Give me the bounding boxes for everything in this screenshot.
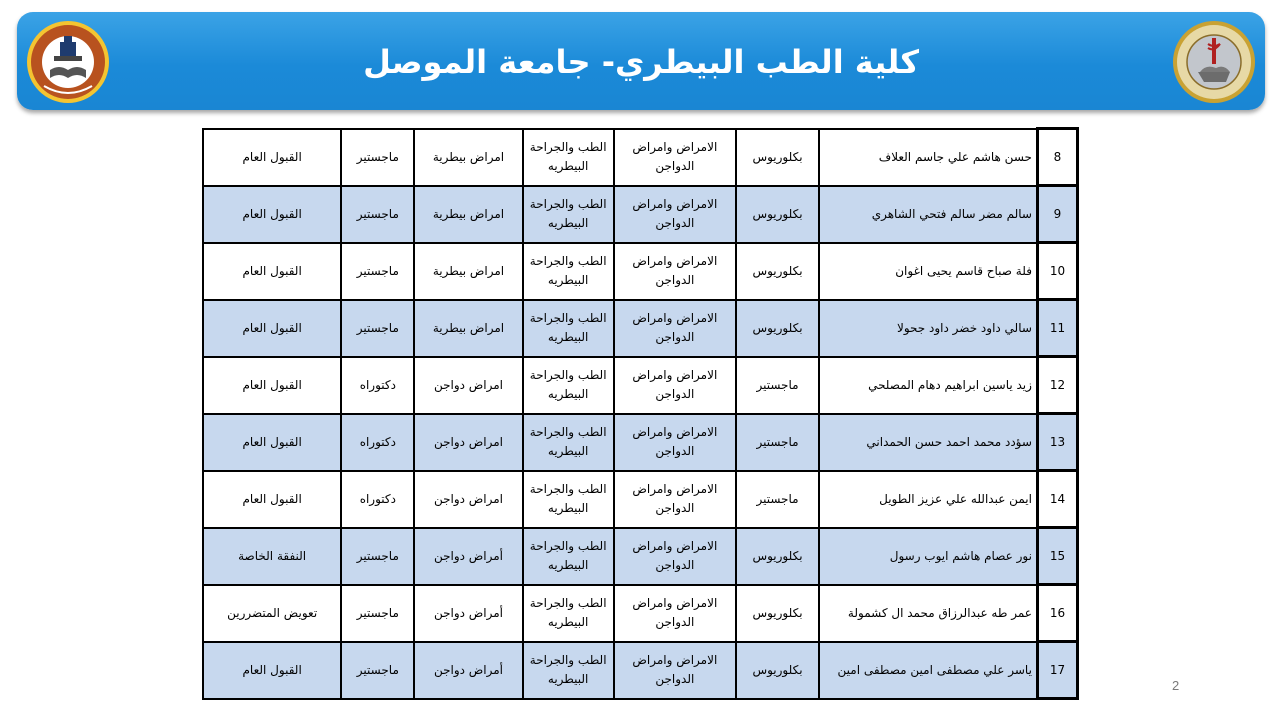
student-name: نور عصام هاشم ايوب رسول (819, 528, 1037, 585)
specialty: امراض بيطرية (414, 186, 522, 243)
table-row (203, 357, 1078, 414)
branch: الامراض وامراض الدواجن (614, 414, 736, 471)
department: الطب والجراحة البيطريه (523, 186, 614, 243)
prior-degree: بكلوريوس (736, 642, 819, 699)
study-level: ماجستير (341, 528, 414, 585)
specialty: امراض دواجن (414, 414, 522, 471)
student-name: زيد ياسين ابراهيم دهام المصلحي (819, 357, 1037, 414)
table-row (203, 528, 1078, 585)
branch: الامراض وامراض الدواجن (614, 642, 736, 699)
student-name: ايمن عبدالله علي عزيز الطويل (819, 471, 1037, 528)
study-level: ماجستير (341, 300, 414, 357)
row-number: 16 (1037, 585, 1077, 642)
row-number: 9 (1037, 186, 1077, 243)
prior-degree: بكلوريوس (736, 129, 819, 186)
specialty: امراض بيطرية (414, 243, 522, 300)
table-row (203, 129, 1078, 186)
specialty: امراض دواجن (414, 357, 522, 414)
table-row (203, 243, 1078, 300)
prior-degree: بكلوريوس (736, 585, 819, 642)
admission-channel: القبول العام (203, 300, 341, 357)
admission-channel: القبول العام (203, 129, 341, 186)
department: الطب والجراحة البيطريه (523, 528, 614, 585)
row-number: 14 (1037, 471, 1077, 528)
table-row (203, 642, 1078, 699)
department: الطب والجراحة البيطريه (523, 243, 614, 300)
department: الطب والجراحة البيطريه (523, 642, 614, 699)
department: الطب والجراحة البيطريه (523, 585, 614, 642)
study-level: ماجستير (341, 186, 414, 243)
row-number: 12 (1037, 357, 1077, 414)
branch: الامراض وامراض الدواجن (614, 300, 736, 357)
department: الطب والجراحة البيطريه (523, 357, 614, 414)
branch: الامراض وامراض الدواجن (614, 528, 736, 585)
admission-channel: تعويض المتضررين (203, 585, 341, 642)
table-row (203, 414, 1078, 471)
prior-degree: ماجستير (736, 471, 819, 528)
admission-channel: القبول العام (203, 471, 341, 528)
college-of-veterinary-medicine-logo (1172, 20, 1256, 104)
prior-degree: ماجستير (736, 414, 819, 471)
row-number: 11 (1037, 300, 1077, 357)
row-number: 15 (1037, 528, 1077, 585)
department: الطب والجراحة البيطريه (523, 300, 614, 357)
department: الطب والجراحة البيطريه (523, 414, 614, 471)
student-name: فلة صباح قاسم يحيى اغوان (819, 243, 1037, 300)
admission-channel: القبول العام (203, 414, 341, 471)
branch: الامراض وامراض الدواجن (614, 471, 736, 528)
student-name: سؤدد محمد احمد حسن الحمداني (819, 414, 1037, 471)
prior-degree: بكلوريوس (736, 300, 819, 357)
table-row (203, 585, 1078, 642)
page-title: كلية الطب البيطري- جامعة الموصل (363, 43, 919, 81)
prior-degree: بكلوريوس (736, 528, 819, 585)
study-level: دكتوراه (341, 471, 414, 528)
specialty: أمراض دواجن (414, 642, 522, 699)
row-number: 17 (1037, 642, 1077, 699)
table-row (203, 471, 1078, 528)
student-name: عمر طه عبدالرزاق محمد ال كشمولة (819, 585, 1037, 642)
admission-channel: القبول العام (203, 186, 341, 243)
admission-channel: النفقة الخاصة (203, 528, 341, 585)
specialty: أمراض دواجن (414, 585, 522, 642)
student-name: ياسر علي مصطفى امين مصطفى امين (819, 642, 1037, 699)
branch: الامراض وامراض الدواجن (614, 129, 736, 186)
student-name: حسن هاشم علي جاسم العلاف (819, 129, 1037, 186)
study-level: ماجستير (341, 585, 414, 642)
table-row (203, 186, 1078, 243)
page-number: 2 (1172, 678, 1180, 693)
row-number: 13 (1037, 414, 1077, 471)
student-name: سالم مضر سالم فتحي الشاهري (819, 186, 1037, 243)
specialty: امراض دواجن (414, 471, 522, 528)
study-level: ماجستير (341, 129, 414, 186)
branch: الامراض وامراض الدواجن (614, 585, 736, 642)
specialty: أمراض دواجن (414, 528, 522, 585)
specialty: امراض بيطرية (414, 300, 522, 357)
study-level: دكتوراه (341, 414, 414, 471)
prior-degree: بكلوريوس (736, 186, 819, 243)
table-row (203, 300, 1078, 357)
student-name: سالي داود خضر داود جحولا (819, 300, 1037, 357)
study-level: دكتوراه (341, 357, 414, 414)
header-banner (17, 12, 1265, 110)
prior-degree: ماجستير (736, 357, 819, 414)
row-number: 10 (1037, 243, 1077, 300)
department: الطب والجراحة البيطريه (523, 471, 614, 528)
study-level: ماجستير (341, 243, 414, 300)
graduates-table (202, 127, 1079, 700)
admission-channel: القبول العام (203, 357, 341, 414)
specialty: امراض بيطرية (414, 129, 522, 186)
branch: الامراض وامراض الدواجن (614, 357, 736, 414)
branch: الامراض وامراض الدواجن (614, 186, 736, 243)
row-number: 8 (1037, 129, 1077, 186)
study-level: ماجستير (341, 642, 414, 699)
prior-degree: بكلوريوس (736, 243, 819, 300)
admission-channel: القبول العام (203, 642, 341, 699)
branch: الامراض وامراض الدواجن (614, 243, 736, 300)
admission-channel: القبول العام (203, 243, 341, 300)
department: الطب والجراحة البيطريه (523, 129, 614, 186)
